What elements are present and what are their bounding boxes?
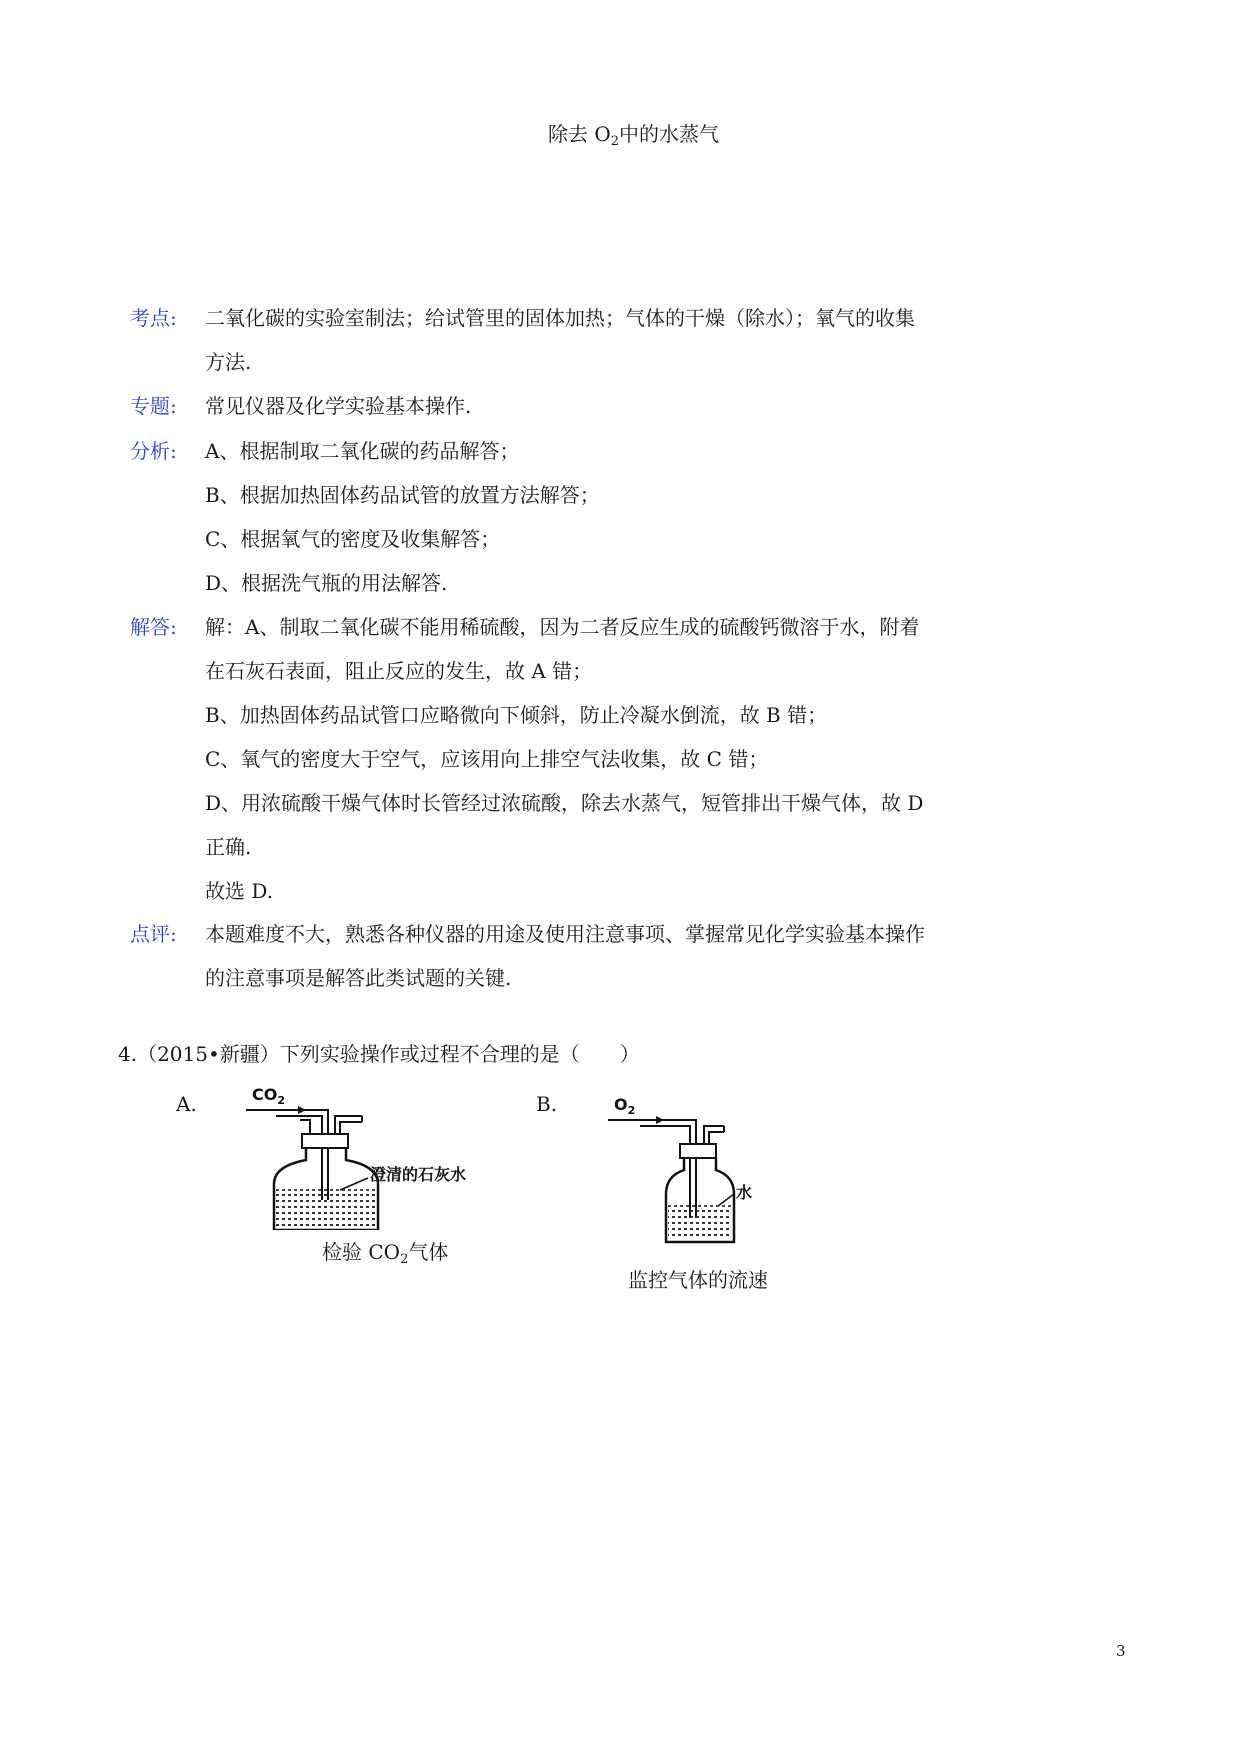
option-b-caption: 监控气体的流速	[628, 1268, 768, 1292]
option-a-liquid-label: 澄清的石灰水	[370, 1165, 467, 1184]
option-b-liquid-label: 水	[736, 1183, 753, 1202]
caption-text: 除去 O	[548, 122, 611, 146]
option-b-gas-label: $O_2$	[614, 1095, 636, 1117]
option-b-stopper	[680, 1144, 716, 1158]
label-kaodian: 考点:	[130, 306, 177, 330]
fenxi-line-3: C、根据氧气的密度及收集解答；	[205, 527, 501, 551]
option-a-caption-text: 检验 CO	[322, 1240, 401, 1264]
option-a-label-leader	[340, 1178, 368, 1190]
fenxi-line-2: B、根据加热固体药品试管的放置方法解答；	[205, 483, 600, 507]
option-a-caption-rest: 气体	[408, 1240, 449, 1264]
label-fenxi: 分析:	[130, 439, 177, 463]
option-b-liquid	[668, 1206, 732, 1240]
jieda-line-1: 解：A、制取二氧化碳不能用稀硫酸，因为二者反应生成的硫酸钙微溶于水，附着	[205, 615, 920, 639]
fenxi-line-4: D、根据洗气瓶的用法解答.	[205, 571, 448, 595]
option-a-diagram	[240, 1080, 500, 1230]
jieda-line-7: 故选 D.	[205, 879, 274, 903]
option-a-gas-label: $CO_2$	[252, 1085, 285, 1107]
option-a-long-tube	[276, 1116, 322, 1200]
label-jieda: 解答:	[130, 615, 177, 639]
top-caption	[548, 118, 719, 149]
label-dianping: 点评:	[130, 922, 177, 946]
page-number: 3	[1116, 1642, 1126, 1660]
question-4-stem: 4.（2015•新疆）下列实验操作或过程不合理的是（ ）	[118, 1042, 640, 1066]
option-b-diagram	[600, 1090, 800, 1250]
dianping-line-2: 的注意事项是解答此类试题的关键.	[205, 966, 512, 990]
option-b-label-leader	[718, 1194, 734, 1206]
caption-subscript: 2	[610, 134, 620, 149]
label-zhuanti: 专题:	[130, 394, 177, 418]
dianping-line-1: 本题难度不大，熟悉各种仪器的用途及使用注意事项、掌握常见化学实验基本操作	[205, 922, 925, 946]
option-a-caption-sub: 2	[400, 1252, 409, 1267]
jieda-line-5: D、用浓硫酸干燥气体时长管经过浓硫酸，除去水蒸气，短管排出干燥气体，故 D	[205, 791, 924, 815]
fenxi-line-1: A、根据制取二氧化碳的药品解答；	[205, 439, 520, 463]
kaodian-line-2: 方法.	[205, 350, 252, 374]
jieda-line-2: 在石灰石表面，阻止反应的发生，故 A 错；	[205, 659, 593, 683]
option-a-letter: A.	[176, 1092, 197, 1116]
option-a-liquid	[276, 1190, 376, 1228]
option-a-long-tube-outer	[276, 1110, 328, 1200]
option-b-long-tube	[640, 1120, 696, 1218]
option-b-letter: B.	[536, 1092, 558, 1116]
option-a-stopper	[302, 1134, 348, 1148]
option-a-caption	[322, 1236, 448, 1267]
caption-text-rest: 中的水蒸气	[619, 122, 720, 146]
kaodian-line-1: 二氧化碳的实验室制法；给试管里的固体加热；气体的干燥（除水）；氧气的收集	[205, 306, 915, 330]
jieda-line-4: C、氧气的密度大于空气，应该用向上排空气法收集，故 C 错；	[205, 747, 769, 771]
jieda-line-6: 正确.	[205, 835, 252, 859]
zhuanti-line-1: 常见仪器及化学实验基本操作.	[205, 394, 472, 418]
jieda-line-3: B、加热固体药品试管口应略微向下倾斜，防止冷凝水倒流，故 B 错；	[205, 703, 828, 727]
